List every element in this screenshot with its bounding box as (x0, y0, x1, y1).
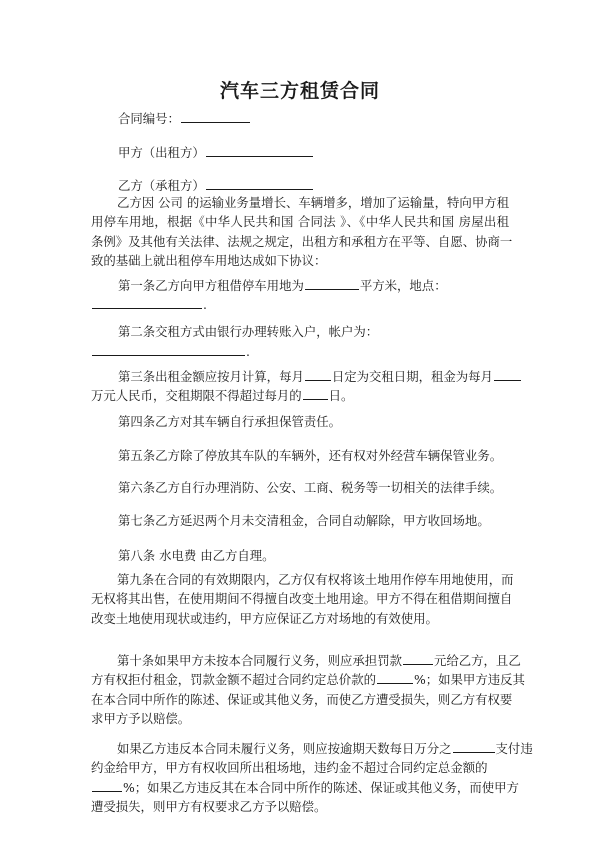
article-10-text: 方有权拒付租金，罚款金额不超过合同约定总价款的 (91, 672, 376, 688)
article-11-row (91, 778, 519, 797)
article-11-text: 支付违 (495, 741, 533, 756)
intro-row: 乙方因 公司 的运输业务量增长、车辆增多，增加了运输量，特向甲方租 (117, 195, 509, 210)
article-5: 第五条乙方除了停放其车队的车辆外，还有权对外经营车辆保管业务。 (118, 448, 503, 463)
intro-paragraph (91, 193, 513, 271)
article-1-text-a: 第一条乙方向甲方租借停车用地为 (118, 278, 304, 293)
article-1-text-b: 平方米，地点： (359, 278, 447, 293)
article-1-line-1 (118, 276, 447, 295)
article-1-area-blank[interactable] (305, 276, 359, 290)
article-3-line-2 (91, 386, 353, 405)
article-1-line-2 (91, 295, 207, 314)
article-6: 第六条乙方自行办理消防、公安、工商、税务等一切相关的法律手续。 (118, 480, 503, 495)
article-3-amount-blank[interactable] (494, 367, 521, 381)
article-10-text: 第十条如果甲方未按本合同履行义务，则应承担罚款 (117, 653, 402, 668)
article-10-text: %；如果甲方违反其 (413, 672, 525, 688)
article-8: 第八条 水电费 由乙方自理。 (118, 548, 275, 563)
article-7: 第七条乙方延迟两个月未交清租金，合同自动解除，甲方收回场地。 (118, 513, 490, 528)
article-3-limit-blank[interactable] (303, 386, 328, 400)
article-10 (91, 651, 525, 729)
party-a-label: 甲方（出租方） (118, 145, 205, 160)
article-2-account-blank[interactable] (92, 342, 245, 356)
article-2-line-1 (118, 322, 378, 341)
intro-row: 用停车用地，根据《中华人民共和国 合同法 》、《中华人民共和国 房屋出租 (91, 214, 509, 230)
article-3-text-c: 万元人民币，交租期限不得超过每月的 (91, 388, 302, 403)
document-title: 汽车三方租赁合同 (219, 80, 380, 102)
article-1-text-c: . (203, 297, 207, 312)
article-10-row (91, 670, 525, 689)
article-10-row: 求甲方予以赔偿。 (91, 711, 191, 727)
article-2-line-2 (91, 342, 250, 361)
article-4: 第四条乙方对其车辆自行承担保管责任。 (118, 414, 342, 429)
article-3-text-d: 日。 (328, 388, 354, 403)
article-11-text: %；如果乙方违反其在本合同中所作的陈述、保证或其他义务，而使甲方 (123, 779, 519, 795)
article-11-text: 如果乙方违反本合同未履行义务，则应按逾期天数每日万分之 (117, 741, 452, 756)
party-b-label: 乙方（承租方） (118, 178, 205, 193)
article-3-text-a: 第三条出租金额应按月计算，每月 (118, 369, 304, 384)
article-9-row: 改变土地使用现状或违约，甲方应保证乙方对场地的有效使用。 (91, 610, 438, 626)
article-11 (91, 739, 533, 817)
article-11-rate-blank[interactable] (453, 739, 495, 753)
article-9-row: 第九条在合同的有效期限内，乙方仅有权将该土地用作停车用地使用，而 (117, 572, 514, 587)
article-10-row: 在本合同中所作的陈述、保证或其他义务，而使乙方遭受损失，则乙方有权要 (91, 691, 513, 707)
article-3-day-blank[interactable] (305, 367, 331, 381)
article-9 (91, 570, 514, 628)
contract-number-blank[interactable] (181, 109, 250, 123)
party-b-blank[interactable] (206, 176, 313, 190)
article-2-text-b: . (246, 344, 250, 359)
intro-row: 致的基础上就出租停车用地达成如下协议： (91, 253, 327, 269)
intro-row: 条例》及其他有关法律、法规之规定，出租方和承租方在平等、自愿、协商一 (91, 233, 513, 249)
article-11-text: 约金给甲方，甲方有权收回所出租场地，违约金不超过合同约定总金额的 (91, 760, 488, 776)
article-1-location-blank[interactable] (92, 295, 202, 309)
article-11-row (91, 739, 533, 758)
article-10-percent-blank[interactable] (377, 670, 413, 684)
article-10-fine-blank[interactable] (403, 651, 433, 665)
article-9-row: 无权将其出售，在使用期间不得擅自改变土地用途。甲方不得在租借期间擅自 (91, 591, 513, 607)
article-3-text-b: 日定为交租日期，租金为每月 (331, 369, 493, 384)
article-3-line-1 (118, 367, 522, 386)
article-11-row: 遭受损失，则甲方有权要求乙方予以赔偿。 (91, 799, 327, 815)
article-10-text: 元给乙方，且乙 (433, 653, 521, 668)
party-a-blank[interactable] (206, 143, 313, 157)
article-11-row (91, 758, 509, 777)
article-10-row (91, 651, 521, 670)
article-2-text-a: 第二条交租方式由银行办理转账入户，帐户为： (118, 324, 379, 339)
party-a-line (118, 143, 314, 162)
article-11-percent-blank[interactable] (92, 778, 122, 792)
contract-number-label: 合同编号： (118, 111, 180, 126)
contract-number-line (118, 109, 251, 128)
